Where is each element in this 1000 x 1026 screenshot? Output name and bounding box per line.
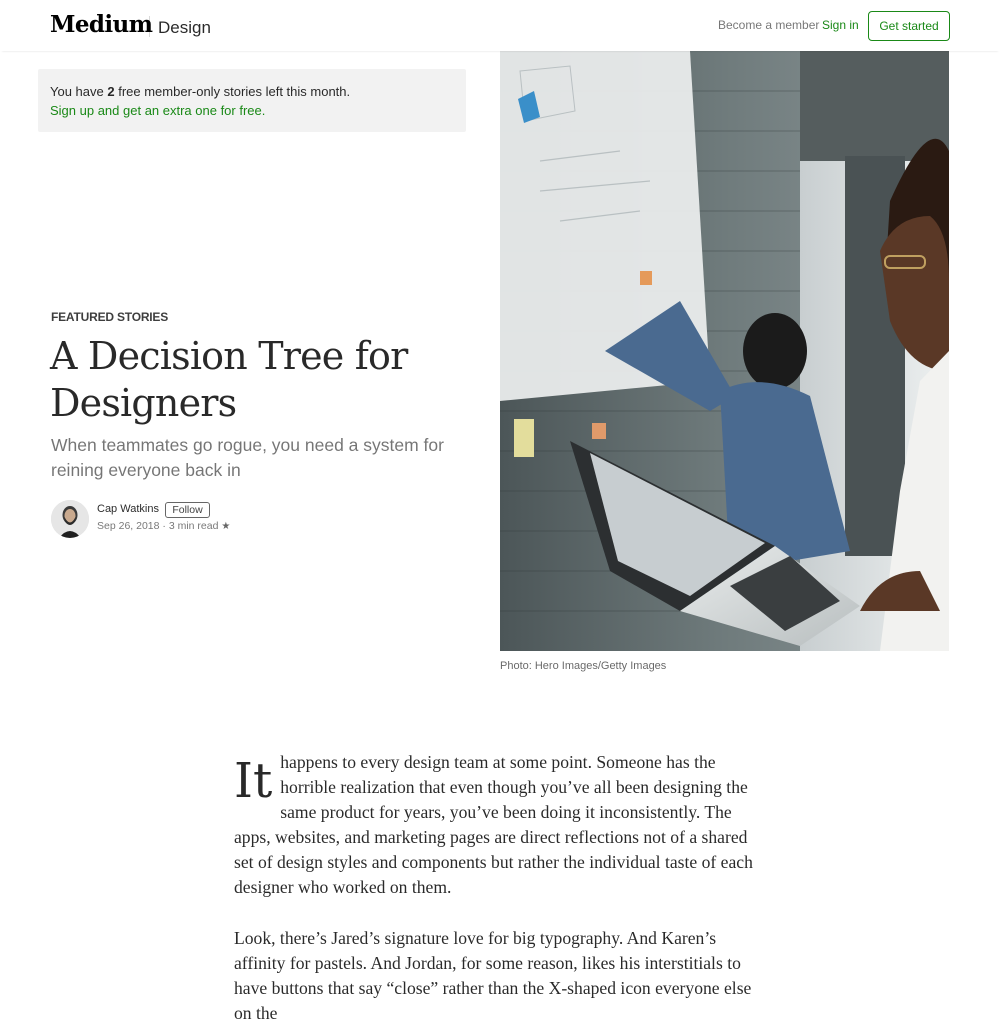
publication-name[interactable]: Design [158,18,211,37]
get-started-button[interactable]: Get started [868,11,950,41]
author-avatar[interactable] [51,500,89,538]
author-name[interactable]: Cap Watkins [97,503,159,515]
banner-prefix: You have [50,84,108,99]
become-member-link[interactable]: Become a member [718,18,820,32]
stories-left-text [50,82,454,101]
section-kicker[interactable]: FEATURED STORIES [51,310,169,324]
article-subtitle: When teammates go rogue, you need a system for reining everyone back in [51,435,444,480]
member-stories-banner [38,69,466,132]
drop-cap: It [234,753,273,809]
article-paragraph-1 [234,750,764,900]
publish-date[interactable]: Sep 26, 2018 [97,520,160,532]
meta-separator: · [162,520,166,532]
follow-button[interactable]: Follow [165,502,210,518]
sign-in-link[interactable]: Sign in [822,18,859,32]
author-photo-icon [51,500,89,538]
top-navigation-bar [0,0,1000,51]
read-time: 3 min read [168,520,219,532]
header-divider [149,16,150,37]
article-title: A Decision Tree for Designers [50,334,408,425]
article-meta [97,520,230,532]
stories-left-count: 2 [107,84,115,99]
article-paragraph-2: Look, there’s Jared’s signature love for big typography. And Karen’s affinity for pastels. And Jordan, for some reason, likes his interstitials to have buttons that say “close” rather than the X-shaped icon everyone else on the [234,928,752,1023]
hero-image [500,51,949,651]
photo-caption: Photo: Hero Images/Getty Images [500,660,667,672]
signup-extra-link[interactable]: Sign up and get an extra one for free. [50,103,266,118]
office-scene-illustration [500,51,949,651]
member-star-icon: ★ [221,521,231,532]
paragraph-1-text: happens to every design team at some point. Someone has the horrible realization that even though you’ve all been designing the same product for years, you’ve been doing it inconsistently. The apps, websites, and marketing pages are direct reflections not of a shared set of design styles and components but rather the individual taste of each designer who worked on them. [234,752,753,897]
banner-suffix: free member-only stories left this month. [114,84,351,99]
medium-logo[interactable]: Medium [50,11,153,38]
